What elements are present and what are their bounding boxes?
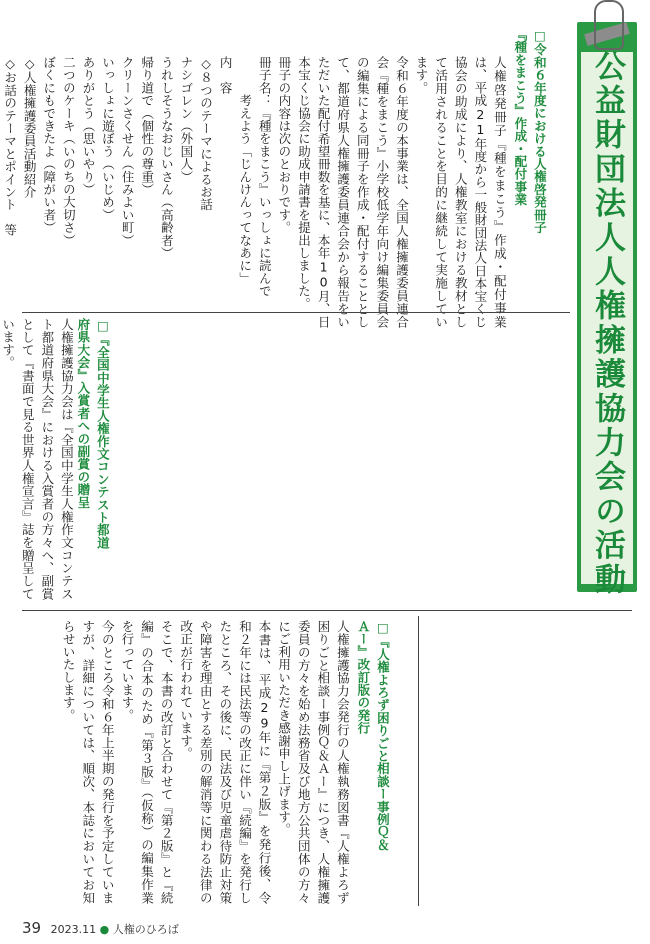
magazine-name: 人権のひろば bbox=[112, 923, 179, 936]
paperclip-icon bbox=[594, 0, 624, 50]
section2-body: 人権擁護協力会は『全国中学生人権作文コンテスト都道府県大会』における入賞者の方々へ、副賞として『書面で見る世界人権宣言』誌を贈呈しています。 bbox=[0, 318, 75, 600]
section1-body-upper bbox=[2, 56, 529, 328]
issue-date: 2023.11 bbox=[50, 923, 97, 936]
divider-vertical-lower bbox=[418, 616, 419, 906]
footer-bullet-icon: ● bbox=[99, 923, 110, 936]
section3-body-lower bbox=[22, 620, 372, 904]
page-title: 公益財団法人人権擁護協力会の活動 bbox=[589, 50, 625, 598]
page-number: 39 bbox=[22, 919, 42, 937]
section2-body-upper bbox=[0, 318, 96, 600]
section1-heading: □令和６年度における人権啓発冊子 『種をまこう』作成・配付事業 bbox=[512, 28, 548, 234]
section3-heading: □『人権よろず困りごと相談ー事例Ｑ＆ Ａー』改訂版の発行 bbox=[355, 620, 391, 852]
section1-body: 人権啓発冊子『種をまこう』作成・配付事業は、平成21年度から一般財団法人日本宝くじ協会の助成により、人権教室における教材として活用されることを目的に継続して実施しています。 令和６年度の本事業は、全国人権擁護委員連合会『種をまこう』小学校低学年向け編集委員会の編集による同冊子を作成・配付することとして、都道府県人権擁護委員連合会から報告をいただいた配付希望冊数を基に、本年10月、日本宝くじ協会に助成申請書を提出しました。 冊子の内容は次のとおりです。 冊子名：『種をまこう』いっしょに読んで 考えよう「じんけんってなあに」 内 容 ◇８つのテーマによるお話 ナシゴレン（外国人） うれしそうなおじいさん（高齢者） 帰り道で（個性の尊重） クリーンさくせん（住みよい町） いっしょに遊ぼう（いじめ） ありがとう（思いやり） 二つのケーキ（いのちの大切さ） ぼくにもできたよ（障がい者） ◇人権擁護委員活動紹介 ◇お話のテーマとポイント 等 bbox=[2, 56, 508, 328]
page-footer bbox=[22, 919, 179, 939]
section3-body: 人権擁護協力会発行の人権執務図書『人権よろず困りごと相談ー事例Ｑ＆Ａー』につき、人権擁護委員の方々を始め法務省及び地方公共団体の方々にご利用いただき感謝申し上げます。 本書は、平成29年に『第２版』を発行後、令和２年には民法等の改正に伴い『続編』を発行したところ、その後に、民法及び児童虐待防止対策や障害を理由とする差別の解消等に関わる法律の改正が行われています。 そこで、本書の改訂と合わせて『第２版』と『続編』の合本のため『第３版』（仮称）の編集作業を行っています。 今のところ令和６年上半期の発行を予定していますが、詳細については、順次、本誌においてお知らせいたします。 bbox=[61, 620, 351, 904]
divider-lower bbox=[22, 610, 632, 611]
section2-heading: □『全国中学生人権作文コンテスト都道 府県大会』入賞者への副賞の贈呈 bbox=[75, 318, 111, 550]
divider-upper bbox=[22, 312, 570, 313]
